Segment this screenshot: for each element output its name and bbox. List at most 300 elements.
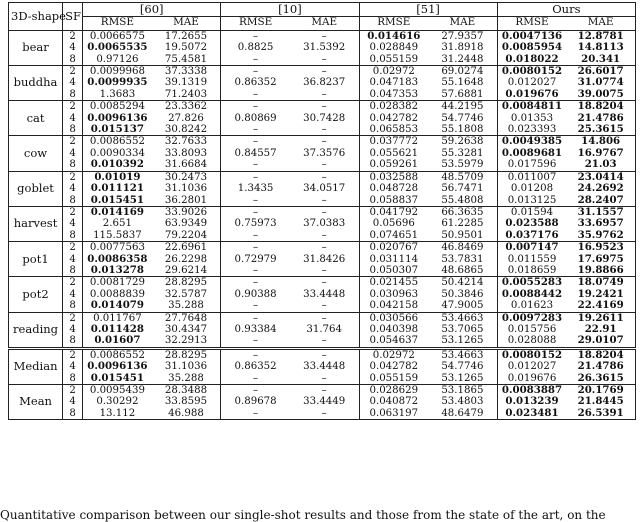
value-cell: – xyxy=(290,136,359,148)
value-cell: 71.2403 xyxy=(152,89,221,101)
value-cell: 22.6961 xyxy=(152,242,221,254)
value-cell: – xyxy=(253,312,259,324)
value-cell: 0.72979 xyxy=(234,253,277,265)
value-cell: 57.6881 xyxy=(428,89,497,101)
value-cell: 0.8825 xyxy=(237,42,274,54)
shape-label: pot1 xyxy=(9,242,63,277)
table-caption: Quantitative comparison between our single-shot results and those from the state of the art, on the xyxy=(0,508,606,522)
value-cell: 59.2638 xyxy=(428,136,497,148)
value-cell: – xyxy=(290,230,359,242)
value-cell: – xyxy=(290,242,359,254)
value-cell: – xyxy=(290,348,359,361)
table-row xyxy=(9,373,636,385)
value-cell: 0.020767 xyxy=(369,242,419,254)
value-cell: 0.010392 xyxy=(90,158,144,171)
value-cell: 0.015137 xyxy=(90,123,144,136)
value-cell: 0.015451 xyxy=(90,193,144,206)
value-cell: 26.5391 xyxy=(566,408,635,420)
value-cell: 0.01019 xyxy=(94,170,141,183)
value-cell: 20.1769 xyxy=(566,385,635,397)
value-cell: 55.3281 xyxy=(428,148,497,159)
value-cell: 46.8469 xyxy=(428,242,497,254)
table-row xyxy=(9,124,636,136)
value-cell: – xyxy=(290,54,359,66)
value-cell: 21.4786 xyxy=(566,361,635,372)
value-cell: 0.012027 xyxy=(507,361,557,373)
value-cell: – xyxy=(253,372,259,384)
value-cell: 50.4214 xyxy=(428,277,497,289)
value-cell: 0.013278 xyxy=(90,263,144,276)
value-cell: – xyxy=(253,136,259,148)
value-cell: 14.806 xyxy=(566,136,635,148)
sf-cell: 4 xyxy=(63,113,83,124)
shape-label: reading xyxy=(9,312,63,348)
sf-cell: 8 xyxy=(63,159,83,171)
sf-cell: 8 xyxy=(63,335,83,348)
value-cell: 53.7065 xyxy=(428,324,497,335)
table-row xyxy=(9,230,636,242)
table-row xyxy=(9,277,636,289)
value-cell: – xyxy=(253,385,259,396)
value-cell: 29.6214 xyxy=(152,265,221,277)
value-cell: 0.059261 xyxy=(369,159,419,171)
value-cell: 46.988 xyxy=(152,408,221,420)
value-cell: 0.93384 xyxy=(234,323,277,335)
value-cell: 37.3576 xyxy=(290,148,359,159)
value-cell: 0.055159 xyxy=(369,53,419,65)
value-cell: 0.040398 xyxy=(369,323,419,335)
value-cell: 27.9357 xyxy=(428,30,497,42)
value-cell: 0.055621 xyxy=(369,147,419,159)
sf-cell: 4 xyxy=(63,324,83,335)
value-cell: 0.0065535 xyxy=(87,41,148,54)
value-cell: 69.0274 xyxy=(428,66,497,78)
header-mae: MAE xyxy=(428,17,497,30)
value-cell: 19.2421 xyxy=(566,289,635,300)
sf-cell: 8 xyxy=(63,300,83,312)
value-cell: 56.7471 xyxy=(428,183,497,194)
value-cell: 0.011559 xyxy=(507,253,557,265)
value-cell: 0.01353 xyxy=(510,112,554,124)
value-cell: 35.288 xyxy=(152,300,221,312)
value-cell: 1.3435 xyxy=(237,183,274,195)
value-cell: 0.0090334 xyxy=(89,147,145,159)
value-cell: 0.065853 xyxy=(369,124,419,136)
value-cell: – xyxy=(253,171,259,183)
value-cell: 22.4169 xyxy=(566,300,635,312)
value-cell: 33.4449 xyxy=(290,396,359,407)
sf-cell: 2 xyxy=(63,312,83,324)
value-cell: 28.3488 xyxy=(152,385,221,397)
value-cell: – xyxy=(253,242,259,254)
sf-cell: 4 xyxy=(63,42,83,53)
value-cell: – xyxy=(290,373,359,385)
value-cell: 0.017596 xyxy=(507,159,557,171)
value-cell: 0.007147 xyxy=(505,241,559,254)
table-row xyxy=(9,408,636,420)
value-cell: 36.2801 xyxy=(152,195,221,207)
value-cell: – xyxy=(253,30,259,42)
value-cell: 0.0097283 xyxy=(501,311,563,324)
value-cell: 31.6684 xyxy=(152,159,221,171)
value-cell: 31.1557 xyxy=(566,206,635,218)
value-cell: 31.8918 xyxy=(428,42,497,53)
table-body xyxy=(9,30,636,419)
value-cell: 0.02972 xyxy=(372,349,415,361)
sf-cell: 2 xyxy=(63,277,83,289)
table-row xyxy=(9,89,636,101)
value-cell: 0.018022 xyxy=(505,52,559,65)
value-cell: 0.0047136 xyxy=(501,29,563,42)
value-cell: 0.0086552 xyxy=(89,349,145,361)
value-cell: 53.1865 xyxy=(428,385,497,397)
shape-label: harvest xyxy=(9,206,63,241)
value-cell: 0.0096136 xyxy=(87,360,148,373)
value-cell: 50.9501 xyxy=(428,230,497,242)
sf-cell: 8 xyxy=(63,230,83,242)
value-cell: 13.112 xyxy=(99,407,136,419)
value-cell: – xyxy=(290,195,359,207)
value-cell: 24.2692 xyxy=(566,183,635,194)
value-cell: 79.2204 xyxy=(152,230,221,242)
value-cell: 0.0088839 xyxy=(89,288,145,300)
value-cell: – xyxy=(253,277,259,289)
value-cell: 27.826 xyxy=(152,113,221,124)
value-cell: – xyxy=(253,101,259,113)
shape-label: cow xyxy=(9,136,63,171)
value-cell: – xyxy=(253,300,259,312)
sf-cell: 8 xyxy=(63,54,83,66)
sf-cell: 2 xyxy=(63,206,83,218)
value-cell: – xyxy=(253,407,259,419)
value-cell: 31.0774 xyxy=(566,77,635,88)
value-cell: 0.042158 xyxy=(369,300,419,312)
table-row xyxy=(9,42,636,53)
value-cell: 0.058837 xyxy=(369,194,419,206)
header-method-ours: Ours xyxy=(497,3,635,17)
value-cell: 0.0096136 xyxy=(87,111,148,124)
table-row xyxy=(9,183,636,194)
value-cell: 0.023588 xyxy=(505,217,559,230)
table-row xyxy=(9,335,636,348)
value-cell: 0.0099935 xyxy=(87,76,148,89)
value-cell: 0.0080152 xyxy=(501,348,563,361)
value-cell: 0.018659 xyxy=(507,264,557,276)
sf-cell: 8 xyxy=(63,89,83,101)
value-cell: – xyxy=(290,300,359,312)
header-rmse: RMSE xyxy=(100,16,134,29)
value-cell: 0.0099968 xyxy=(89,66,145,78)
value-cell: 30.8242 xyxy=(152,124,221,136)
header-rmse: RMSE xyxy=(377,16,411,29)
sf-cell: 2 xyxy=(63,136,83,148)
value-cell: 33.8093 xyxy=(152,148,221,159)
header-method-51: [51] xyxy=(359,3,497,17)
value-cell: 53.5979 xyxy=(428,159,497,171)
value-cell: 31.8426 xyxy=(290,254,359,265)
value-cell: 63.9349 xyxy=(152,218,221,229)
table-row xyxy=(9,159,636,171)
value-cell: 0.0080152 xyxy=(501,65,563,78)
value-cell: 28.8295 xyxy=(152,277,221,289)
value-cell: 30.2473 xyxy=(152,171,221,183)
value-cell: 48.5709 xyxy=(428,171,497,183)
value-cell: 115.5837 xyxy=(93,229,142,241)
value-cell: 54.7746 xyxy=(428,113,497,124)
value-cell: 0.02972 xyxy=(372,66,415,78)
value-cell: 32.7633 xyxy=(152,136,221,148)
value-cell: 0.047353 xyxy=(369,88,419,100)
value-cell: – xyxy=(253,264,259,276)
sf-cell: 2 xyxy=(63,171,83,183)
header-mae: MAE xyxy=(290,17,359,30)
value-cell: – xyxy=(253,229,259,241)
value-cell: 25.3615 xyxy=(566,124,635,136)
value-cell: 0.014079 xyxy=(90,299,144,312)
value-cell: 55.1648 xyxy=(428,77,497,88)
value-cell: 17.6975 xyxy=(566,254,635,265)
value-cell: 33.4448 xyxy=(290,361,359,372)
value-cell: 0.01623 xyxy=(510,300,554,312)
value-cell: 0.011121 xyxy=(90,182,144,195)
value-cell: 23.0414 xyxy=(566,171,635,183)
value-cell: – xyxy=(290,277,359,289)
sf-cell: 2 xyxy=(63,66,83,78)
value-cell: 0.050307 xyxy=(369,264,419,276)
value-cell: 33.9026 xyxy=(152,206,221,218)
value-cell: 50.3846 xyxy=(428,289,497,300)
value-cell: – xyxy=(290,335,359,348)
sf-cell: 8 xyxy=(63,124,83,136)
value-cell: 36.8237 xyxy=(290,77,359,88)
sf-cell: 2 xyxy=(63,101,83,113)
sf-cell: 8 xyxy=(63,265,83,277)
header-mae: MAE xyxy=(566,17,635,30)
shape-label: Mean xyxy=(9,385,63,420)
value-cell: 0.0095439 xyxy=(89,385,145,396)
sf-cell: 2 xyxy=(63,348,83,361)
value-cell: 29.0107 xyxy=(566,335,635,348)
header-shape: 3D-shape xyxy=(9,3,63,31)
value-cell: 0.023393 xyxy=(507,124,557,136)
value-cell: 75.4581 xyxy=(152,54,221,66)
table-row xyxy=(9,361,636,372)
value-cell: 16.9767 xyxy=(566,148,635,159)
table-row xyxy=(9,242,636,254)
value-cell: 0.055159 xyxy=(369,372,419,384)
value-cell: 18.8204 xyxy=(566,101,635,113)
sf-cell: 4 xyxy=(63,254,83,265)
value-cell: 0.013239 xyxy=(505,395,559,408)
value-cell: – xyxy=(253,194,259,206)
value-cell: – xyxy=(290,89,359,101)
value-cell: – xyxy=(290,66,359,78)
value-cell: 39.0075 xyxy=(566,89,635,101)
value-cell: 0.021455 xyxy=(369,277,419,289)
value-cell: – xyxy=(253,53,259,65)
value-cell: 14.8113 xyxy=(566,42,635,53)
value-cell: – xyxy=(290,265,359,277)
value-cell: 33.4448 xyxy=(290,289,359,300)
shape-label: buddha xyxy=(9,66,63,101)
value-cell: 31.5392 xyxy=(290,42,359,53)
value-cell: – xyxy=(290,408,359,420)
value-cell: 28.2407 xyxy=(566,195,635,207)
table-row xyxy=(9,101,636,113)
value-cell: 30.7428 xyxy=(290,113,359,124)
sf-cell: 8 xyxy=(63,373,83,385)
sf-cell: 4 xyxy=(63,396,83,407)
value-cell: 31.1036 xyxy=(152,361,221,372)
value-cell: 0.041792 xyxy=(369,206,419,218)
value-cell: 0.013125 xyxy=(507,194,557,206)
value-cell: 0.0077563 xyxy=(89,242,145,254)
value-cell: 0.86352 xyxy=(234,77,277,89)
value-cell: 53.4663 xyxy=(428,312,497,324)
value-cell: 0.01594 xyxy=(510,206,554,218)
table-row xyxy=(9,218,636,229)
value-cell: 37.3338 xyxy=(152,66,221,78)
sf-cell: 4 xyxy=(63,218,83,229)
value-cell: 27.7648 xyxy=(152,312,221,324)
sf-cell: 2 xyxy=(63,30,83,42)
value-cell: 61.2285 xyxy=(428,218,497,229)
value-cell: 47.9005 xyxy=(428,300,497,312)
value-cell: 0.063197 xyxy=(369,407,419,419)
value-cell: 0.074651 xyxy=(369,229,419,241)
value-cell: 33.6957 xyxy=(566,218,635,229)
value-cell: 0.011767 xyxy=(93,312,142,324)
shape-label: goblet xyxy=(9,171,63,206)
value-cell: 0.0086552 xyxy=(89,136,145,148)
sf-cell: 4 xyxy=(63,361,83,372)
value-cell: 0.015451 xyxy=(90,371,144,384)
table-row xyxy=(9,54,636,66)
value-cell: 21.8445 xyxy=(566,396,635,407)
value-cell: – xyxy=(253,206,259,218)
value-cell: 0.012027 xyxy=(507,77,557,89)
value-cell: 0.011428 xyxy=(90,322,144,335)
table-row xyxy=(9,265,636,277)
value-cell: 0.028382 xyxy=(369,101,419,113)
value-cell: 0.86352 xyxy=(234,361,277,373)
value-cell: 44.2195 xyxy=(428,101,497,113)
value-cell: 0.042782 xyxy=(369,361,419,373)
value-cell: 0.030566 xyxy=(369,312,419,324)
header-sf: SF xyxy=(63,3,83,31)
value-cell: 19.8866 xyxy=(566,265,635,277)
sf-cell: 4 xyxy=(63,183,83,194)
value-cell: 0.89678 xyxy=(234,396,277,408)
value-cell: 0.037772 xyxy=(369,136,419,148)
value-cell: 0.014169 xyxy=(90,205,144,218)
sf-cell: 4 xyxy=(63,77,83,88)
value-cell: 33.8595 xyxy=(152,396,221,407)
value-cell: 0.75973 xyxy=(234,218,277,230)
value-cell: 1.3683 xyxy=(99,88,136,100)
value-cell: 0.040872 xyxy=(369,396,419,408)
sf-cell: 2 xyxy=(63,242,83,254)
value-cell: 0.0066575 xyxy=(89,30,145,42)
value-cell: 0.01208 xyxy=(510,183,554,195)
value-cell: 12.8781 xyxy=(566,30,635,42)
value-cell: 17.2655 xyxy=(152,30,221,42)
value-cell: 0.019676 xyxy=(505,87,559,100)
value-cell: 0.030963 xyxy=(369,288,419,300)
value-cell: 0.0081729 xyxy=(89,277,145,289)
value-cell: 0.0089681 xyxy=(501,146,563,159)
value-cell: 20.341 xyxy=(566,54,635,66)
sf-cell: 4 xyxy=(63,148,83,159)
value-cell: – xyxy=(253,159,259,171)
sf-cell: 8 xyxy=(63,408,83,420)
value-cell: 0.028849 xyxy=(369,42,419,54)
value-cell: – xyxy=(290,171,359,183)
value-cell: 0.032588 xyxy=(369,171,419,183)
value-cell: 19.2611 xyxy=(566,312,635,324)
value-cell: 0.042782 xyxy=(369,112,419,124)
value-cell: – xyxy=(290,124,359,136)
header-rmse: RMSE xyxy=(239,16,273,29)
value-cell: 0.01607 xyxy=(94,334,141,347)
value-cell: 0.0083887 xyxy=(501,384,563,396)
value-cell: 0.80869 xyxy=(234,112,277,124)
value-cell: 35.288 xyxy=(152,373,221,385)
sf-cell: 2 xyxy=(63,385,83,397)
shape-label: cat xyxy=(9,101,63,136)
sf-cell: 8 xyxy=(63,195,83,207)
value-cell: 21.03 xyxy=(566,159,635,171)
value-cell: 0.047183 xyxy=(369,77,419,89)
value-cell: – xyxy=(253,124,259,136)
value-cell: 31.764 xyxy=(290,324,359,335)
value-cell: 0.0055283 xyxy=(501,276,563,289)
value-cell: 18.0749 xyxy=(566,277,635,289)
value-cell: 32.5787 xyxy=(152,289,221,300)
value-cell: 23.3362 xyxy=(152,101,221,113)
value-cell: 35.9762 xyxy=(566,230,635,242)
value-cell: 21.4786 xyxy=(566,113,635,124)
value-cell: 18.8204 xyxy=(566,348,635,361)
value-cell: 26.2298 xyxy=(152,254,221,265)
value-cell: 0.0085294 xyxy=(89,101,145,113)
header-method-10: [10] xyxy=(221,3,359,17)
value-cell: 53.4803 xyxy=(428,396,497,407)
value-cell: 26.3615 xyxy=(566,373,635,385)
value-cell: 0.05696 xyxy=(372,218,415,230)
value-cell: 39.1319 xyxy=(152,77,221,88)
value-cell: 0.014616 xyxy=(367,29,421,42)
value-cell: – xyxy=(290,312,359,324)
value-cell: 54.7746 xyxy=(428,361,497,372)
value-cell: 22.91 xyxy=(566,324,635,335)
value-cell: 0.054637 xyxy=(369,335,419,347)
value-cell: – xyxy=(290,206,359,218)
value-cell: – xyxy=(290,101,359,113)
comparison-table xyxy=(8,2,636,420)
value-cell: 19.5072 xyxy=(152,42,221,53)
value-cell: 53.7831 xyxy=(428,254,497,265)
value-cell: 0.028088 xyxy=(507,335,557,347)
value-cell: 26.6017 xyxy=(566,66,635,78)
table-row xyxy=(9,195,636,207)
shape-label: Median xyxy=(9,348,63,384)
value-cell: 31.2448 xyxy=(428,54,497,66)
value-cell: 28.8295 xyxy=(152,348,221,361)
shape-label: pot2 xyxy=(9,277,63,312)
value-cell: 0.0086358 xyxy=(87,252,148,265)
value-cell: – xyxy=(253,66,259,78)
